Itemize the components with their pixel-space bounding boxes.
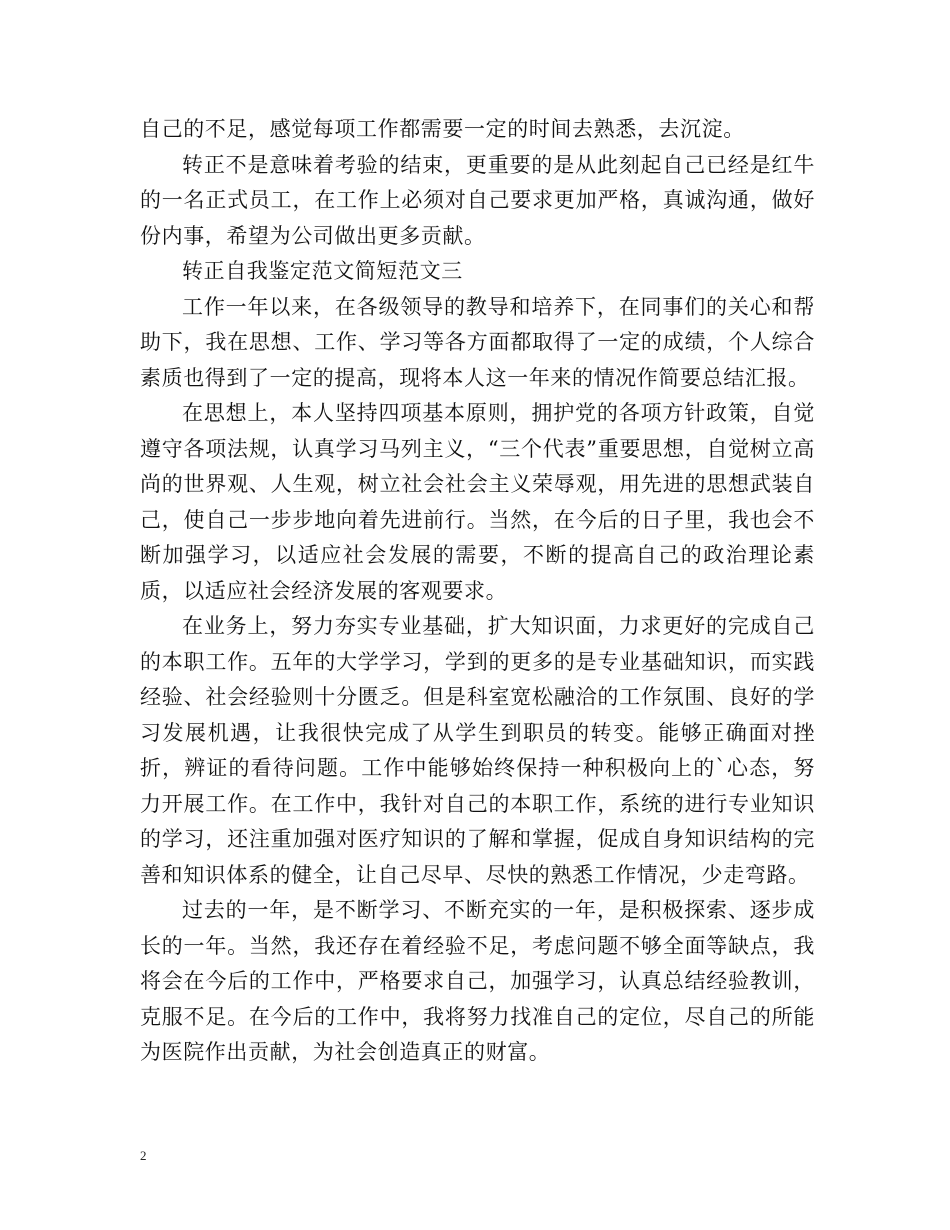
paragraph: 工作一年以来，在各级领导的教导和培养下，在同事们的关心和帮助下，我在思想、工作、学习等各方面都取得了一定的成绩，个人综合素质也得到了一定的提高，现将本人这一年来的情况作简要总结汇报。 (140, 294, 815, 390)
paragraph: 转正不是意味着考验的结束，更重要的是从此刻起自己已经是红牛的一名正式员工，在工作上必须对自己要求更加严格，真诚沟通，做好份内事，希望为公司做出更多贡献。 (140, 152, 815, 248)
document-body (140, 112, 815, 1071)
paragraph-continuation: 自己的不足，感觉每项工作都需要一定的时间去熟悉，去沉淀。 (140, 117, 745, 141)
paragraph: 在业务上，努力夯实专业基础，扩大知识面，力求更好的完成自己的本职工作。五年的大学学习，学到的更多的是专业基础知识，而实践经验、社会经验则十分匮乏。但是科室宽松融洽的工作氛围、良好的学习发展机遇，让我很快完成了从学生到职员的转变。能够正确面对挫折，辨证的看待问题。工作中能够始终保持一种积极向上的`心态，努力开展工作。在工作中，我针对自己的本职工作，系统的进行专业知识的学习，还注重加强对医疗知识的了解和掌握，促成自身知识结构的完善和知识体系的健全，让自己尽早、尽快的熟悉工作情况，少走弯路。 (140, 614, 815, 887)
page-number: 2 (140, 1148, 147, 1163)
paragraph: 过去的一年，是不断学习、不断充实的一年，是积极探索、逐步成长的一年。当然，我还存在着经验不足，考虑问题不够全面等缺点，我将会在今后的工作中，严格要求自己，加强学习，认真总结经验教训，克服不足。在今后的工作中，我将努力找准自己的定位，尽自己的所能为医院作出贡献，为社会创造真正的财富。 (140, 898, 815, 1064)
paragraph: 在思想上，本人坚持四项基本原则，拥护党的各项方针政策，自觉遵守各项法规，认真学习马列主义，“三个代表”重要思想，自觉树立高尚的世界观、人生观，树立社会社会主义荣辱观，用先进的思想武装自己，使自己一步步地向着先进前行。当然，在今后的日子里，我也会不断加强学习，以适应社会发展的需要，不断的提高自己的政治理论素质，以适应社会经济发展的客观要求。 (140, 401, 815, 603)
section-heading: 转正自我鉴定范文简短范文三 (182, 259, 463, 283)
